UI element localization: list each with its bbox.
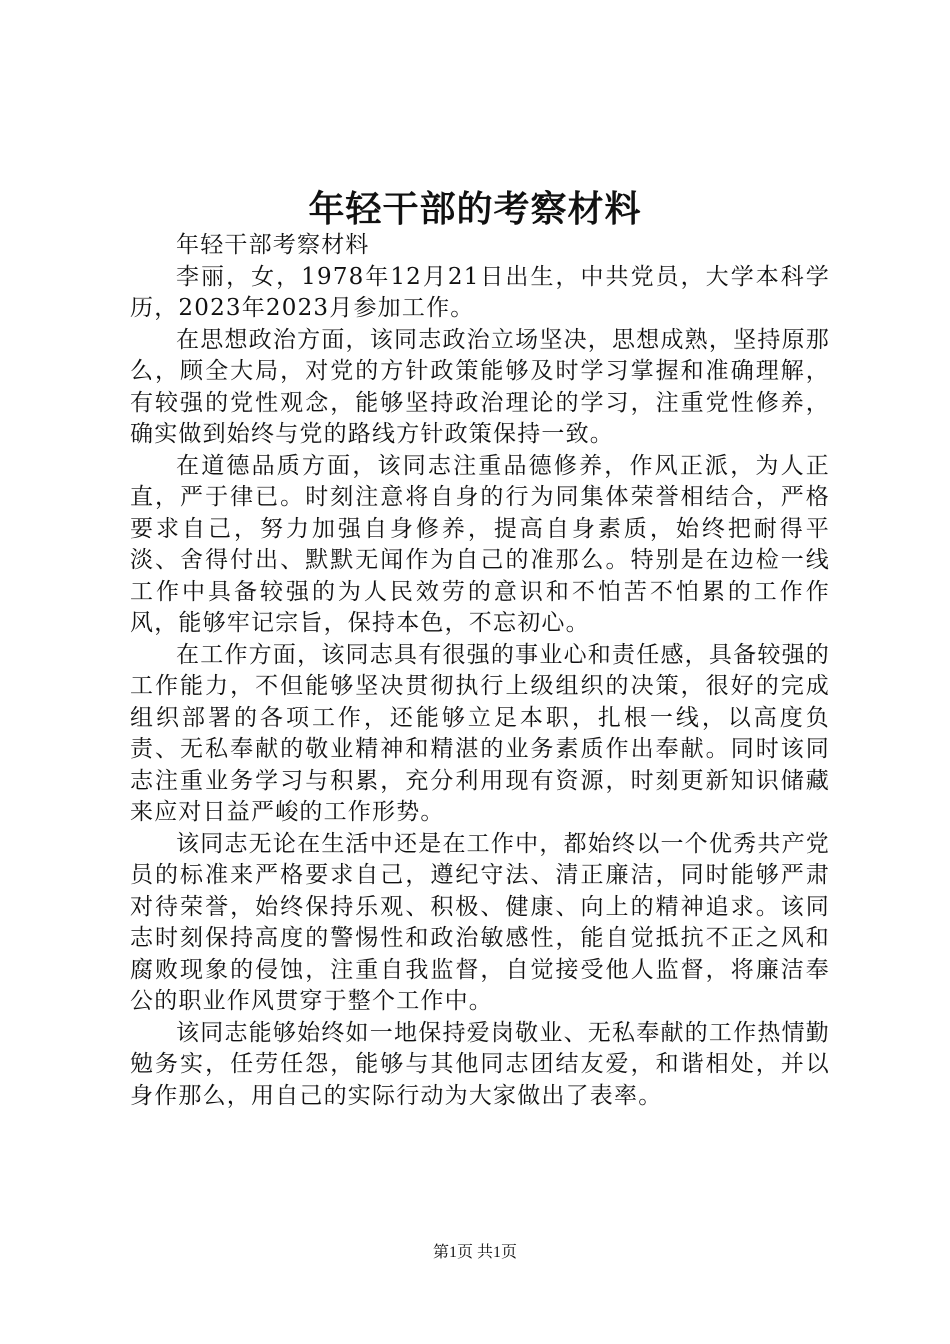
- paragraph-moral: 在道德品质方面，该同志注重品德修养，作风正派，为人正直，严于律已。时刻注意将自身的行为同集体荣誉相结合，严格要求自己，努力加强自身修养，提高自身素质，始终把耐得平淡、舍得付出、默默无闻作为自己的准那么。特别是在边检一线工作中具备较强的为人民效劳的意识和不怕苦不怕累的工作作风，能够牢记宗旨，保持本色，不忘初心。: [130, 452, 830, 636]
- paragraph-conduct: 该同志无论在生活中还是在工作中，都始终以一个优秀共产党员的标准来严格要求自己，遵纪守法、清正廉洁，同时能够严肃对待荣誉，始终保持乐观、积极、健康、向上的精神追求。该同志时刻保持高度的警惕性和政治敏感性，能自觉抵抗不正之风和腐败现象的侵蚀，注重自我监督，自觉接受他人监督，将廉洁奉公的职业作风贯穿于整个工作中。: [130, 830, 830, 1014]
- paragraph-subtitle: 年轻干部考察材料: [176, 232, 370, 258]
- paragraph-basic-info: 李丽，女，1978年12月21日出生，中共党员，大学本科学历，2023年2023月参加工作。: [130, 263, 830, 321]
- page-number: 第1页 共1页: [432, 1244, 517, 1261]
- document-body: [130, 230, 830, 1112]
- paragraph-summary: 该同志能够始终如一地保持爱岗敬业、无私奉献的工作热情勤勉务实，任劳任怨，能够与其他同志团结友爱，和谐相处，并以身作那么，用自己的实际行动为大家做出了表率。: [130, 1019, 830, 1109]
- paragraph-political: 在思想政治方面，该同志政治立场坚决，思想成熟，坚持原那么，顾全大局，对党的方针政策能够及时学习掌握和准确理解，有较强的党性观念，能够坚持政治理论的学习，注重党性修养，确实做到始终与党的路线方针政策保持一致。: [130, 326, 830, 447]
- paragraph-work: 在工作方面，该同志具有很强的事业心和责任感，具备较强的工作能力，不但能够坚决贯彻执行上级组织的决策，很好的完成组织部署的各项工作，还能够立足本职，扎根一线，以高度负责、无私奉献的敬业精神和精湛的业务素质作出奉献。同时该同志注重业务学习与积累，充分利用现有资源，时刻更新知识储藏来应对日益严峻的工作形势。: [130, 641, 830, 825]
- document-title: 年轻干部的考察材料: [308, 188, 642, 230]
